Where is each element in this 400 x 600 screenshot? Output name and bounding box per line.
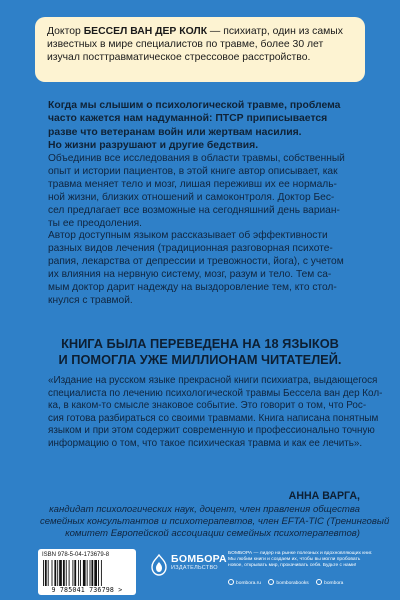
barcode-bar: [48, 560, 49, 586]
barcode-bar: [74, 560, 76, 586]
publisher-desc-line: новое, открывать мир, прокачивать себя. Будьте с нами!: [228, 563, 357, 569]
social-site[interactable]: [228, 581, 261, 586]
barcode-bar: [66, 560, 67, 586]
body-line: кнулся с травмой.: [48, 294, 133, 306]
barcode-bar: [94, 560, 97, 586]
author-line1-rest: — психиатр, один из самых: [207, 26, 343, 37]
publisher-name: БОМБОРА: [171, 553, 227, 565]
body-line: мым доктор дарит надежду на выздоровление тем, кто стол-: [48, 282, 337, 294]
body-line: опыт и истории пациентов, в этой книге автор описывает, как: [48, 165, 338, 177]
social-vk[interactable]: [316, 581, 343, 586]
lead-line: часто кажется нам надуманной: ПТСР приписывается: [48, 113, 328, 125]
description-paragraph: [48, 153, 360, 308]
quote-line: информацию о том, что такое психическая травма и как ее лечить».: [48, 437, 363, 449]
barcode-bar: [69, 560, 70, 586]
body-line: их влияния на нервную систему, мозг, разум и тело. Тем са-: [48, 269, 332, 281]
credentials-line: семейных консультантов и психотерапевтов, член EFTA-TIC (Тренинговый: [40, 516, 390, 527]
barcode-bar: [59, 560, 62, 586]
lead-line: разве что ветеранам войн или жертвам насилия.: [48, 126, 302, 138]
barcode-bar: [57, 560, 58, 586]
credentials-line: кандидат психологических наук, доцент, член правления общества: [49, 504, 360, 515]
body-line: Автор доступным языком рассказывает об эффективности: [48, 230, 328, 242]
barcode-bar: [78, 560, 79, 586]
publisher-description: [228, 551, 373, 570]
barcode-bar: [98, 560, 99, 586]
barcode: [38, 549, 136, 595]
quote-line: специалиста по лечению психологической травмы Бессела ван дер Кол-: [48, 387, 383, 399]
social-site-label: bombora.ru: [236, 581, 262, 586]
barcode-bar: [80, 560, 81, 586]
credentials-line: комитет Европейской ассоциации семейных психотерапевтов): [65, 528, 360, 539]
barcode-bars: [43, 560, 131, 586]
publisher-subtitle: ИЗДАТЕЛЬСТВО: [171, 565, 218, 571]
publisher-desc-line: БОМБОРА — лидер на рынке полезных и вдохновляющих книг.: [228, 551, 373, 556]
isbn-label: ISBN 978-5-04-173679-8: [42, 552, 110, 558]
barcode-bar: [52, 560, 53, 586]
barcode-bar: [87, 560, 88, 586]
quote-line: языком и при этом содержит современную и профессионально точную: [48, 425, 375, 437]
body-line: рапия, лекарства от депрессии и тревожности, йога), с учетом: [48, 256, 344, 268]
barcode-bar: [45, 560, 47, 586]
barcode-bar: [91, 560, 93, 586]
body-line: травма меняет тело и мозг, лишая переживш их ее нормаль-: [48, 178, 337, 190]
barcode-bar: [43, 560, 44, 586]
author-line3: изучал посттравматическое стрессовое расстройство.: [47, 52, 311, 63]
barcode-digits: 9 785041 736798 >: [51, 586, 123, 594]
body-line: ты ее преодоления.: [48, 217, 142, 229]
quote-line: ка, в каком-то смысле знаковое событие. Это говорит о том, что Рос-: [48, 400, 367, 412]
review-quote: [48, 375, 383, 451]
body-line: сел предлагает все возможные на сегодняшний день вариан-: [48, 204, 340, 216]
body-line: ной жизни, близких отношений и самоконтроля. Доктор Бес-: [48, 191, 335, 203]
lead-line: Когда мы слышим о психологической травме, проблема: [48, 100, 341, 111]
barcode-bar: [83, 560, 86, 586]
barcode-bar: [72, 560, 73, 586]
globe-icon: [228, 579, 234, 585]
quote-line: «Издание на русском языке прекрасной книги психиатра, выдающегося: [48, 375, 378, 386]
author-line2: известных в мире специалистов по травме, более 30 лет: [47, 39, 324, 50]
body-line: Объединив все исследования в области травмы, собственный: [48, 153, 345, 164]
reviewer-credentials: [40, 504, 390, 540]
instagram-icon: [268, 579, 274, 585]
social-instagram-label: bomborabooks: [276, 581, 309, 586]
author-info-box: [35, 17, 365, 82]
headline-line: И ПОМОГЛА УЖЕ МИЛЛИОНАМ ЧИТАТЕЛЕЙ.: [58, 352, 342, 367]
barcode-bar: [90, 560, 91, 586]
headline-line: КНИГА БЫЛА ПЕРЕВЕДЕНА НА 18 ЯЗЫКОВ: [61, 336, 339, 351]
body-line: разных видов лечения (традиционная разговорная психоте-: [48, 243, 333, 255]
translations-headline: [20, 336, 380, 368]
barcode-bar: [101, 560, 102, 586]
vk-icon: [316, 579, 322, 585]
author-prefix: Доктор: [47, 26, 84, 37]
barcode-bar: [54, 560, 56, 586]
social-instagram[interactable]: [268, 581, 308, 586]
barcode-bar: [63, 560, 65, 586]
lead-paragraph: [48, 99, 360, 153]
publisher-socials: [228, 579, 349, 586]
lead-line: Но жизни разрушают и другие бедствия.: [48, 140, 259, 152]
quote-line: сия готова разбираться со своими травмами. Книга написана понятным: [48, 412, 379, 424]
publisher-desc-line: Мы любим книги и создаем их, чтобы вы могли пробовать: [228, 557, 361, 563]
social-vk-label: bombora: [324, 581, 344, 586]
reviewer-name: АННА ВАРГА,: [288, 490, 360, 502]
author-name: БЕССЕЛ ВАН ДЕР КОЛК: [83, 26, 208, 37]
bombora-logo-icon: [150, 554, 168, 576]
